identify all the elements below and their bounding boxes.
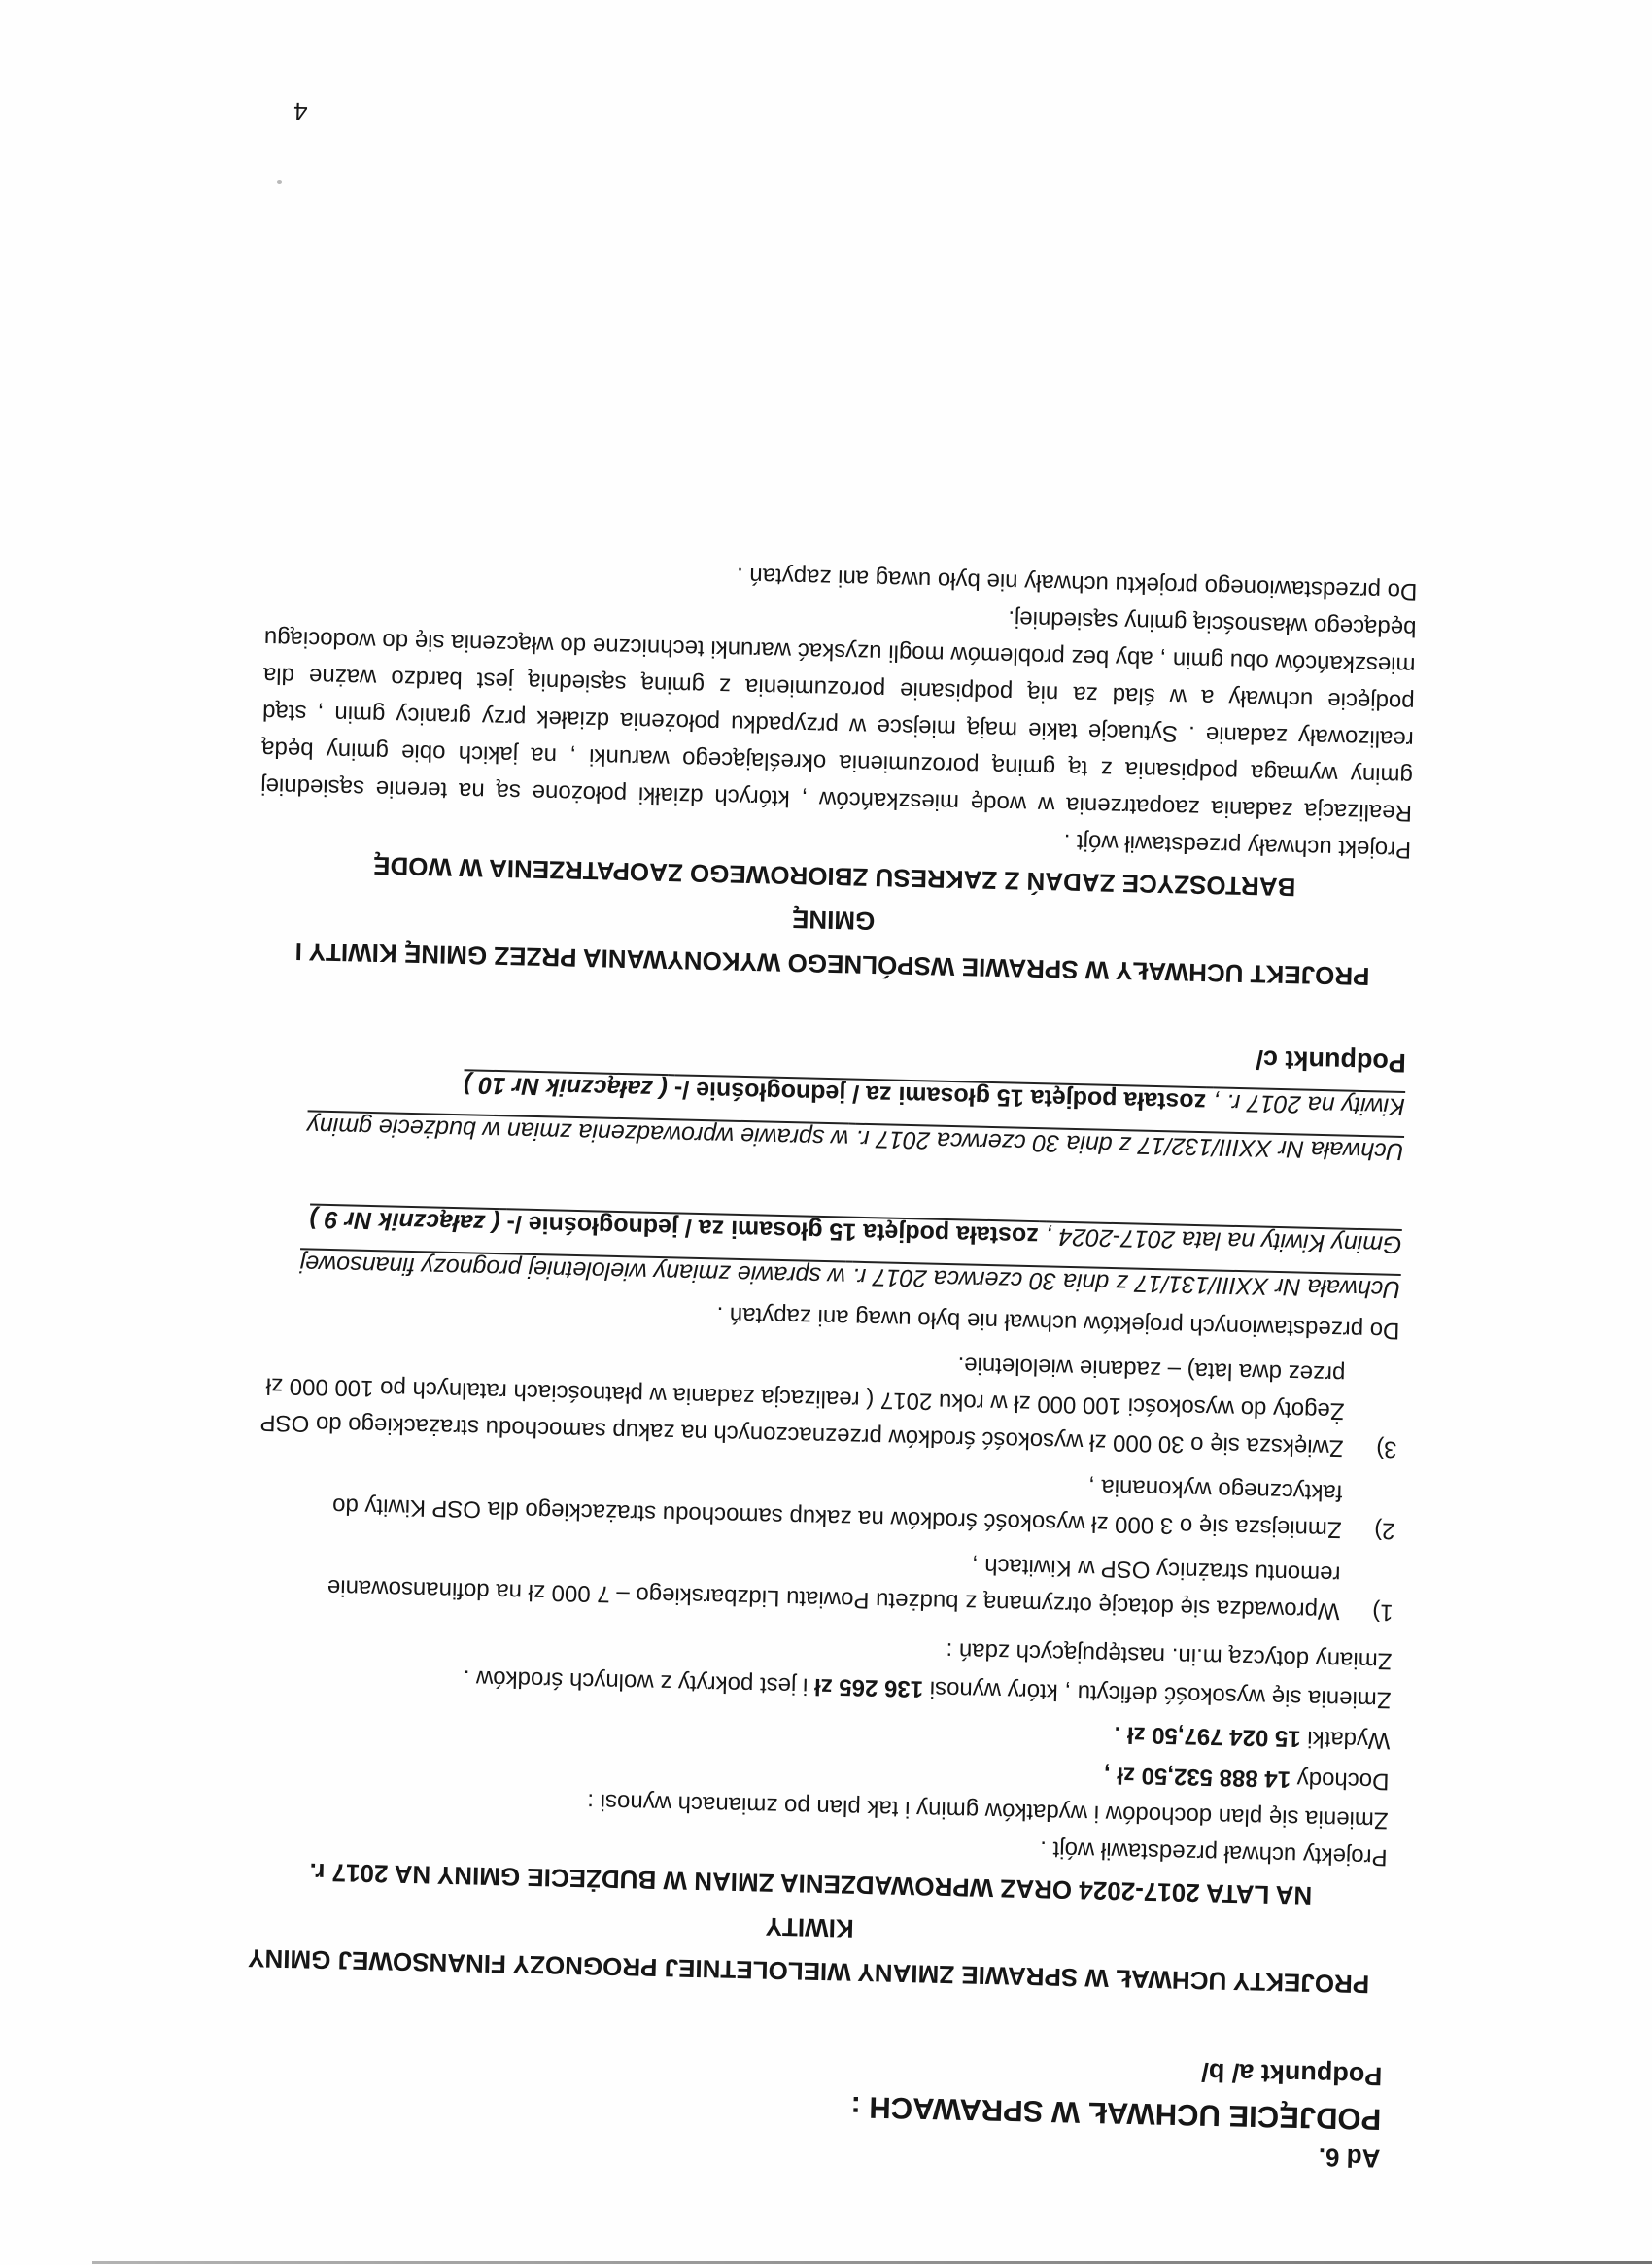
list-item-number: 3) [1375, 1435, 1397, 1462]
list-item [245, 1329, 1398, 1467]
title-ab-line1: PROJEKTY UCHWAŁ W SPRAWIE ZMIANY WIELOLETNIEJ PROGNOZY FINANSOWEJ GMINY KIWITY [247, 1911, 1370, 2000]
subpoint-c-label: Podpunkt c/ [1256, 1045, 1407, 1079]
list-item-text: Wprowadza się dotację otrzymaną z budżetu Powiatu Lidzbarskiego – 7 000 zł na dofinansowanie remontu strażnicy OSP w Kiwitach , [327, 1552, 1341, 1625]
expense-value: 15 024 797,50 zł . [1114, 1721, 1301, 1752]
resolution-subject: w sprawie zmiany wieloletniej prognozy finansowej Gminy Kiwity na lata 2017-2024 , [299, 1222, 1402, 1290]
presented-by-ab: Projekty uchwał przedstawił wójt . [1039, 1836, 1388, 1870]
presented-by-c: Projekt uchwały przedstawił wójt . [1063, 828, 1412, 864]
resolutions-title-c [257, 841, 1411, 999]
resolution-subject: w sprawie wprowadzenia zmian w budżecie gminy Kiwity na 2017 r. , [306, 1088, 1406, 1152]
plan-intro: Zmienia się plan dochodów i wydatków gminy i tak plan po zmianach wynosi : [586, 1788, 1389, 1834]
no-remarks-c: Do przedstawionego projektu uchwały nie było uwag ani zapytań . [736, 562, 1418, 605]
subpoint-ab-label: Podpunkt a/ b/ [1200, 2057, 1383, 2091]
changes-intro: Zmiany dotyczą m.in. następujących zdań : [946, 1637, 1393, 1674]
list-item-text: Zwiększa się o 30 000 zł wysokość środków przeznaczonych na zakup samochodu strażackiego do OSP Żegoty do wysokości 100 000 zł w roku 2017 ( realizacja zadania w płatnościach ratalnych po 100 000 zł przez dwa lata) – zadanie wieloletnie. [259, 1352, 1346, 1461]
no-remarks-ab: Do przedstawionych projektów uchwał nie było uwag ani zapytań . [716, 1301, 1400, 1344]
list-item-text: Zmniejsza się o 3 000 zł wysokość środków na zakup samochodu strażackiego dla OSP Kiwity do faktycznego wykonania , [331, 1473, 1343, 1543]
main-heading: PODJĘCIE UCHWAŁ W SPRAWACH : [849, 2089, 1382, 2137]
resolution-result: została podjęta 15 głosami za / jednogłośnie /- [673, 1076, 1207, 1116]
scan-speckle-artifact [277, 180, 282, 184]
resolution-ref: Uchwała Nr XXIII/132/17 z dnia 30 czerwca 2017 r. [854, 1124, 1405, 1166]
resolution-attachment: ( załącznik Nr 10 ) [463, 1071, 669, 1104]
title-c-line2: BARTOSZYCE ZADAŃ Z ZAKRESU ZBIOROWEGO ZAOPATRZENIA W WODĘ [372, 850, 1296, 903]
resolution-result: została podjęta 15 głosami za / jednogłośnie /- [506, 1210, 1040, 1251]
expense-label: Wydatki [1306, 1725, 1391, 1754]
section-label: Ad 6. [1318, 2143, 1381, 2174]
income-label: Dochody [1296, 1766, 1390, 1795]
resolution-ref: Uchwała Nr XXIII/131/17 z dnia 30 czerwca 2017 r. [851, 1262, 1401, 1303]
title-c-line1: PROJEKT UCHWAŁY W SPRAWIE WSPÓLNEGO WYKONYWANIA PRZEZ GMINĘ KIWITY I GMINĘ [294, 905, 1370, 992]
list-item-number: 2) [1373, 1517, 1395, 1544]
changes-list [241, 1329, 1398, 1630]
list-item-number: 1) [1371, 1598, 1394, 1626]
income-value: 14 888 532,50 zł , [1103, 1761, 1291, 1793]
deficit-prefix: Zmienia się wysokość deficytu , który wynosi [929, 1675, 1392, 1713]
scan-edge-artifact [92, 2261, 1652, 2264]
resolution-attachment: ( załącznik Nr 9 ) [309, 1205, 500, 1238]
deficit-suffix: i jest pokryty z wolnych środków . [463, 1664, 809, 1699]
page-number: 4 [293, 96, 308, 127]
deficit-value: 136 265 zł [813, 1672, 924, 1702]
body-paragraph: Realizacja zadania zaopatrzenia w wodę mieszkańców , których działki położone są na terenie sąsiedniej gminy wymaga podpisania z tą gminą porozumienia określającego warunki , na jakich obie gminy będą realizowały zadanie . Sytuacje takie mają miejsce w przypadku położenia działek przy granicy gmin , stąd podjęcie uchwały a w ślad za nią podpisanie porozumienia z gminą sąsiednią jest bardzo ważne dla mieszkańców obu gmin , aby bez problemów mogli uzyskać warunki techniczne do włączenia się do wodociągu będącego własnością gminy sąsiedniej. [259, 605, 1417, 827]
resolutions-title-ab [232, 1848, 1387, 2007]
title-ab-line2: NA LATA 2017-2024 ORAZ WPROWADZENIA ZMIAN W BUDŻECIE GMINY NA 2017 r. [309, 1857, 1313, 1910]
